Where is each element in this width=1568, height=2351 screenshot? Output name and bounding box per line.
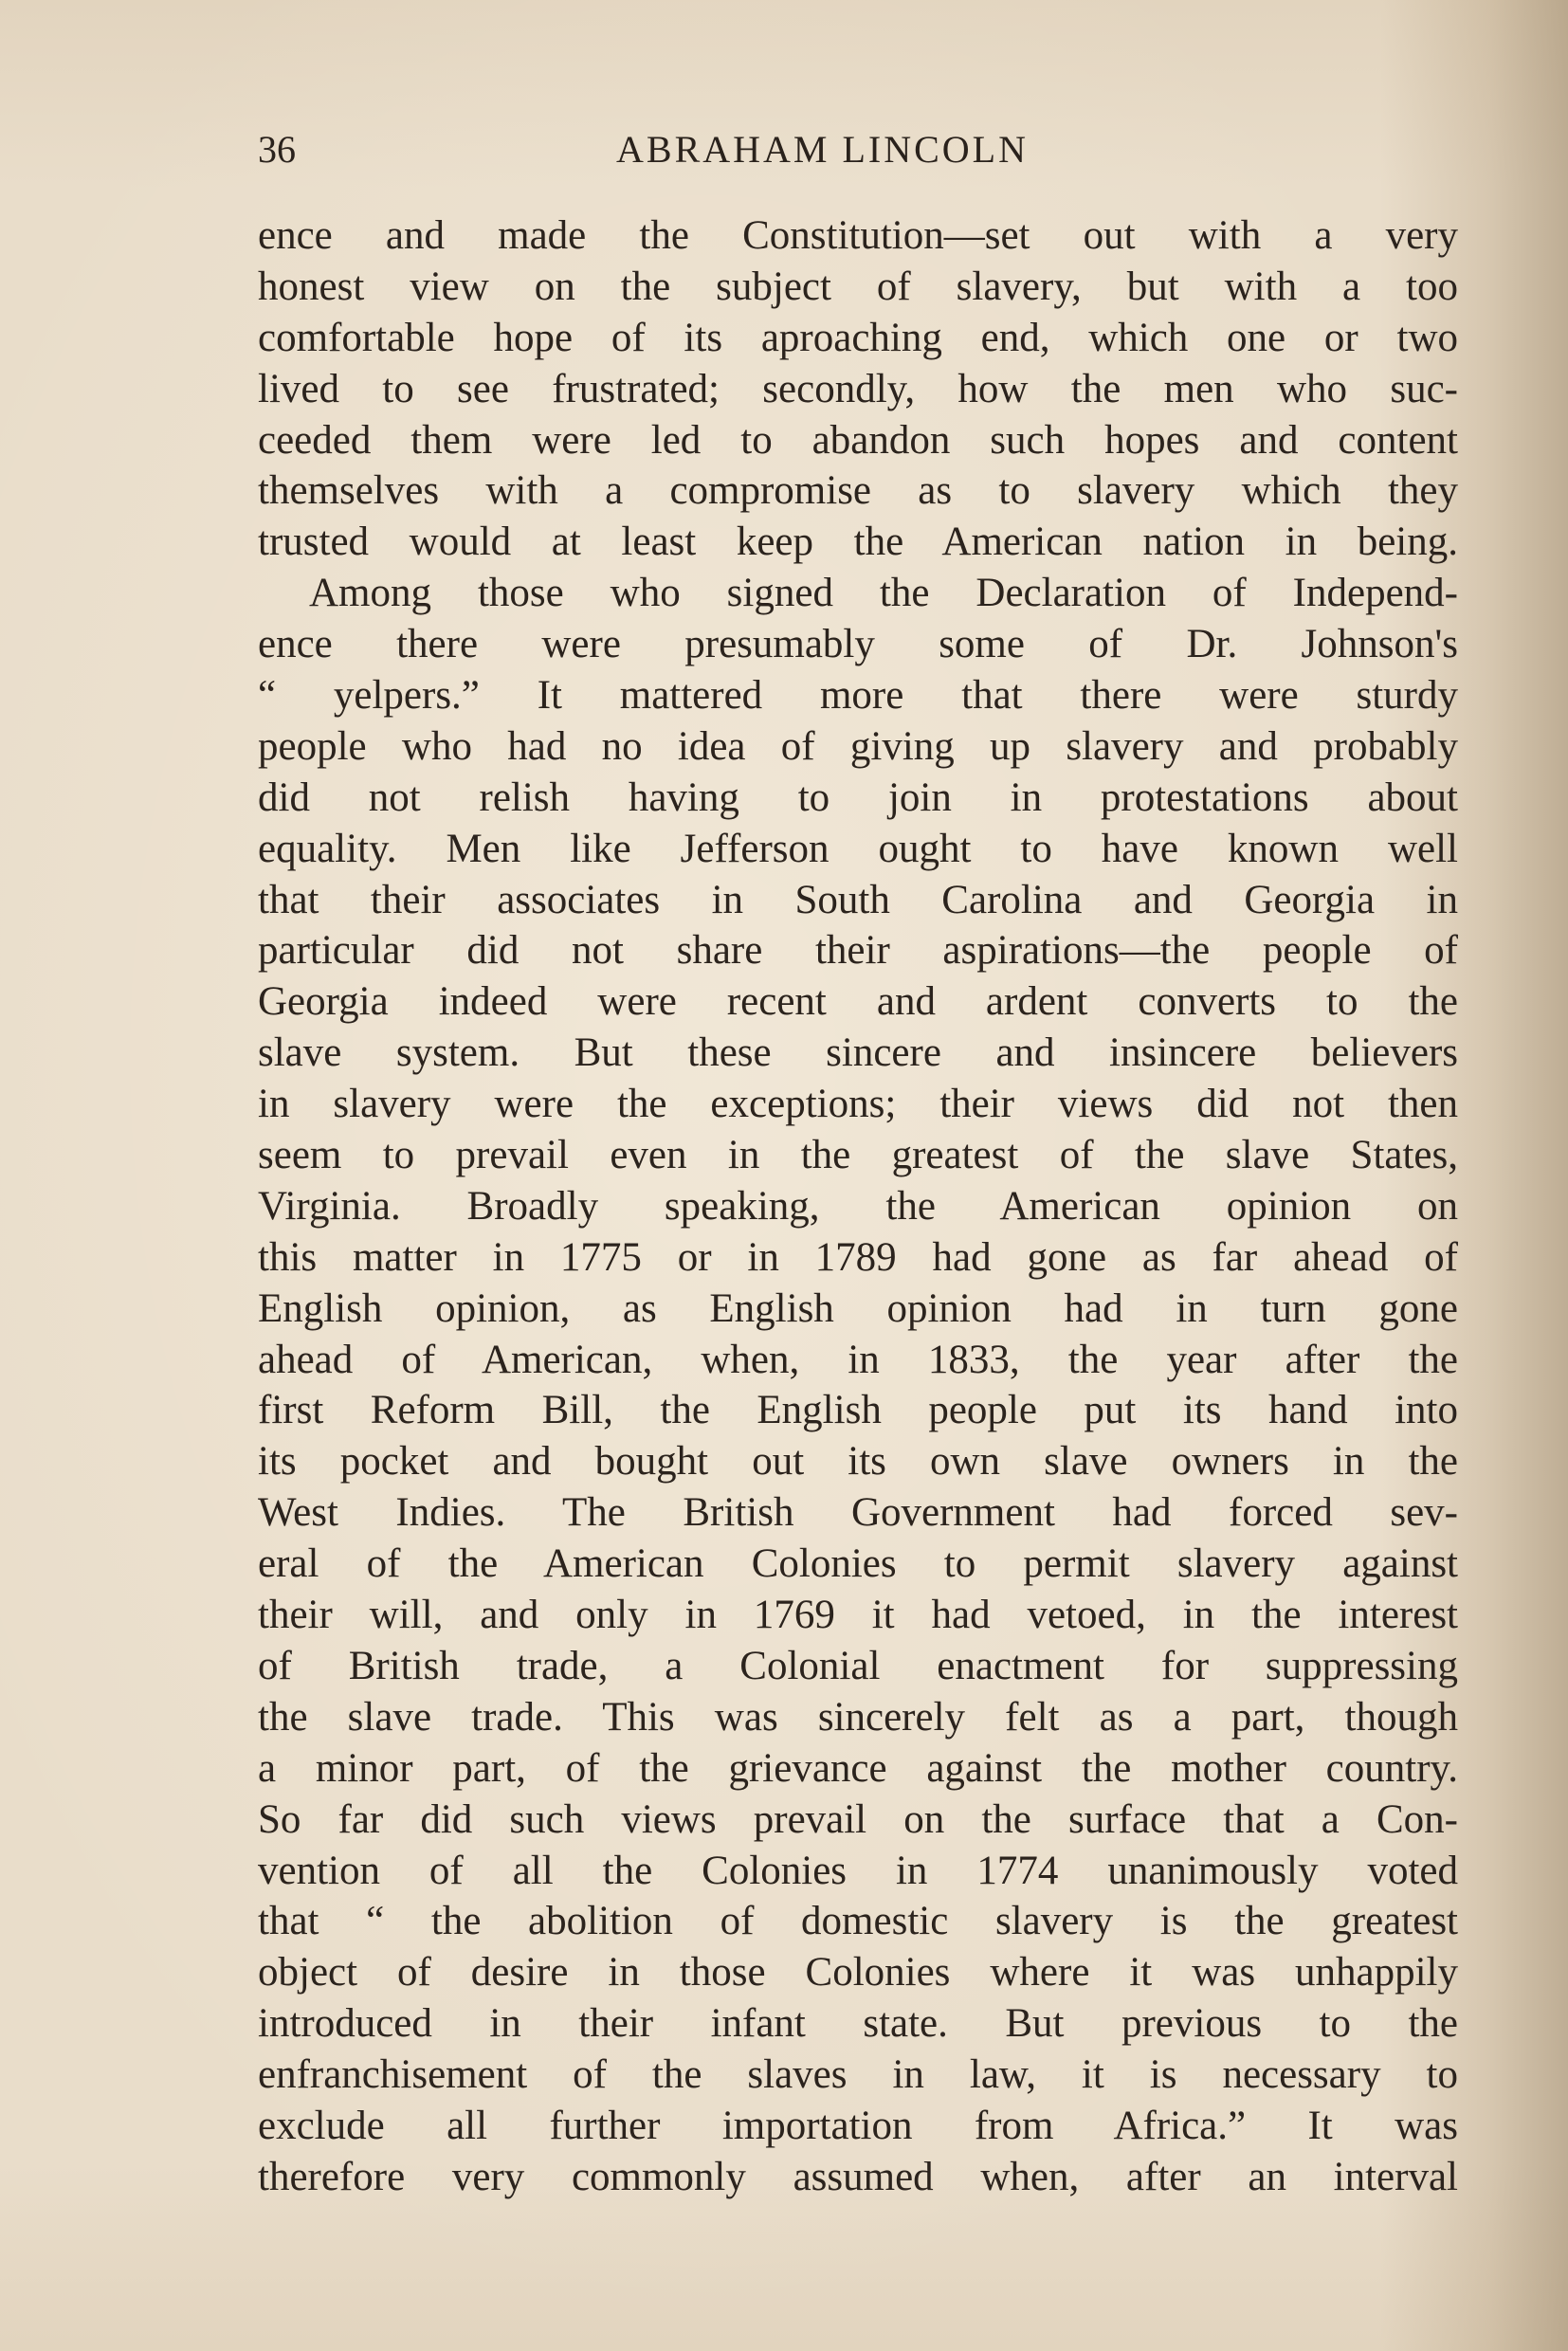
text-line: equality. Men like Jefferson ought to have known well [258,826,1458,871]
text-line: the slave trade. This was sincerely felt as a part, though [258,1694,1458,1740]
text-line: its pocket and bought out its own slave owners in the [258,1439,1458,1485]
text-line: Among those who signed the Declaration of Independ- [309,571,1458,616]
text-line: particular did not share their aspirations—the people of [258,928,1458,974]
text-line: vention of all the Colonies in 1774 unanimously voted [258,1848,1458,1893]
text-line: Georgia indeed were recent and ardent converts to the [258,979,1458,1025]
text-line: of British trade, a Colonial enactment for suppressing [258,1643,1458,1688]
text-line: ence there were presumably some of Dr. Johnson's [258,622,1458,667]
text-line: object of desire in those Colonies where it was unhappily [258,1950,1458,1996]
text-line: ence and made the Constitution—set out with a very [258,213,1458,258]
running-title: ABRAHAM LINCOLN [616,128,1029,171]
text-line: themselves with a compromise as to slavery which they [258,468,1458,514]
text-line: ceeded them were led to abandon such hopes and content [258,417,1458,463]
body-text [258,210,1458,2203]
text-line: honest view on the subject of slavery, but with a too [258,264,1458,309]
text-line: that their associates in South Carolina and Georgia in [258,877,1458,922]
text-line: a minor part, of the grievance against the mother country. [258,1745,1458,1791]
text-line: did not relish having to join in protestations about [258,775,1458,820]
text-line: English opinion, as English opinion had in turn gone [258,1285,1458,1331]
text-line: Virginia. Broadly speaking, the American opinion on [258,1183,1458,1229]
text-line: exclude all further importation from Africa.” It was [258,2103,1458,2148]
text-line: eral of the American Colonies to permit slavery against [258,1541,1458,1587]
text-line: in slavery were the exceptions; their views did not then [258,1082,1458,1127]
text-line: therefore very commonly assumed when, after an interval [258,2154,1458,2199]
text-line: people who had no idea of giving up slavery and probably [258,723,1458,769]
text-line: West Indies. The British Government had forced sev- [258,1490,1458,1536]
text-line: this matter in 1775 or in 1789 had gone as far ahead of [258,1234,1458,1280]
text-line: enfranchisement of the slaves in law, it is necessary to [258,2052,1458,2098]
text-line: lived to see frustrated; secondly, how the men who suc- [258,366,1458,411]
text-line: “ yelpers.” It mattered more that there were sturdy [258,673,1458,719]
text-line: trusted would at least keep the American nation in being. [258,519,1458,565]
text-line: ahead of American, when, in 1833, the year after the [258,1337,1458,1382]
text-line: that “ the abolition of domestic slavery is the greatest [258,1899,1458,1944]
text-line: seem to prevail even in the greatest of the slave States, [258,1133,1458,1178]
text-line: first Reform Bill, the English people put its hand into [258,1388,1458,1433]
text-line: their will, and only in 1769 it had vetoed, in the interest [258,1593,1458,1638]
page-number: 36 [258,128,296,171]
text-line: comfortable hope of its aproaching end, which one or two [258,315,1458,360]
text-line: introduced in their infant state. But previous to the [258,2001,1458,2047]
text-line: So far did such views prevail on the surface that a Con- [258,1796,1458,1842]
text-line: slave system. But these sincere and insincere believers [258,1030,1458,1076]
running-head [258,121,1458,178]
